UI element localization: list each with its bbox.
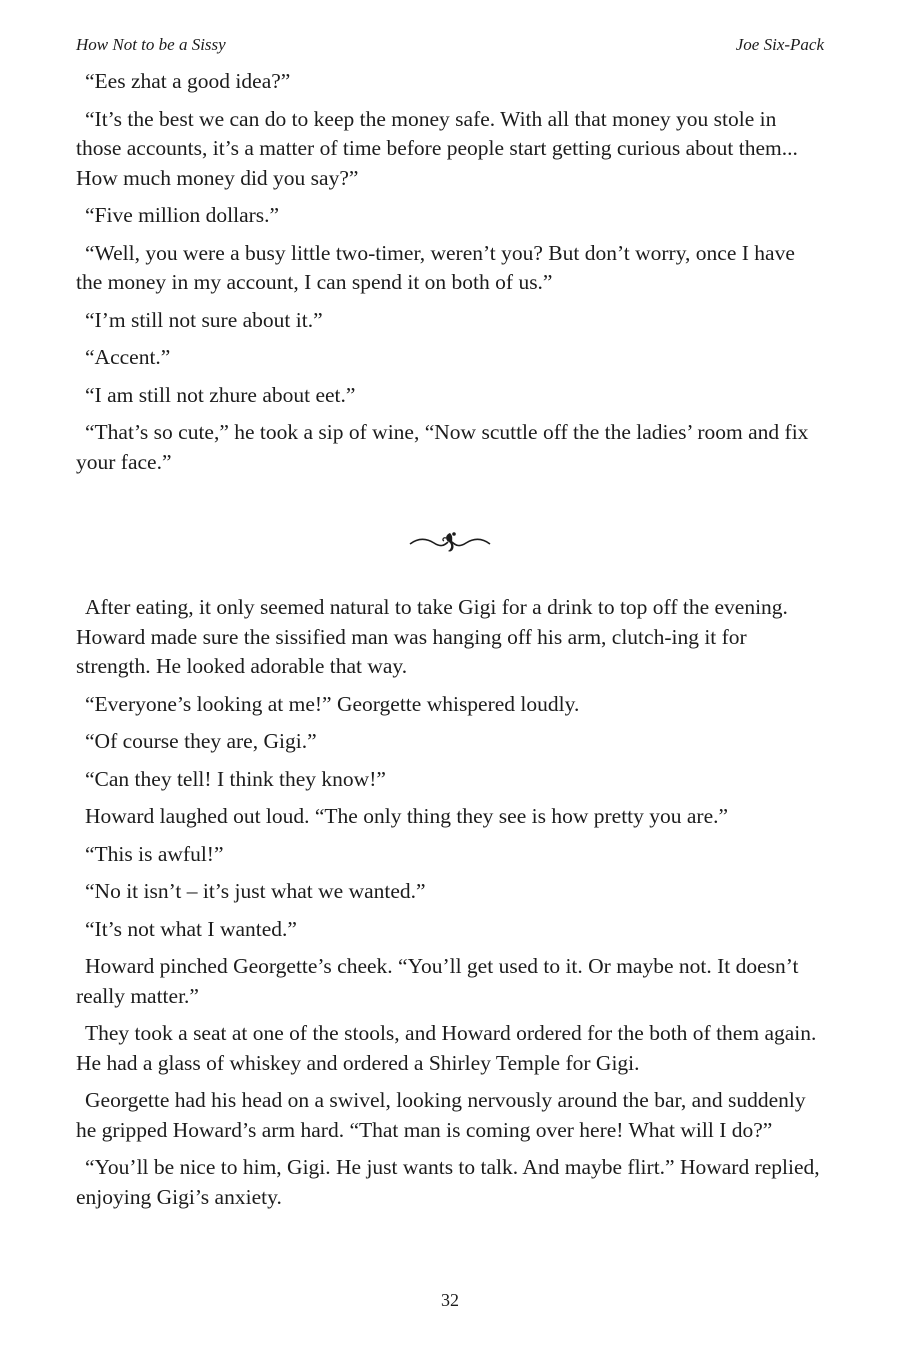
paragraph: “That’s so cute,” he took a sip of wine, “Now scuttle off the the ladies’ room and fix your face.” [76,420,809,474]
paragraph: “Well, you were a busy little two-timer, weren’t you? But don’t worry, once I have the money in my account, I can spend it on both of us.” [76,240,795,294]
book-title: How Not to be a Sissy [76,35,226,54]
paragraph: “It’s not what I wanted.” [85,916,297,941]
paragraph: “I am still not zhure about eet.” [85,382,356,407]
body-text [76,67,824,1220]
paragraph: Howard laughed out loud. “The only thing they see is how pretty you are.” [85,804,729,828]
paragraph: They took a seat at one of the stools, and Howard ordered for the both of them again. He had a glass of whiskey and ordered a Shirley Temple for Gigi. [76,1021,817,1075]
paragraph: Georgette had his head on a swivel, looking nervously around the bar, and suddenly he gripped Howard’s arm hard. “That man is coming over here! What will I do?” [76,1088,806,1142]
paragraph: “Ees zhat a good idea?” [85,69,291,93]
author-name: Joe Six-Pack [735,35,824,54]
paragraph: “Of course they are, Gigi.” [85,729,317,753]
paragraph: After eating, it only seemed natural to take Gigi for a drink to top off the evening. Howard made sure the sissified man was hanging off his arm, clutch-ing it for strength. He looked adorable that way. [76,595,788,678]
paragraph: “Five million dollars.” [85,203,280,227]
section-break [76,485,824,593]
paragraph: Howard pinched Georgette’s cheek. “You’ll get used to it. Or maybe not. It doesn’t really matter.” [76,954,799,1008]
paragraph: “It’s the best we can do to keep the money safe. With all that money you stole in those accounts, it’s a matter of time before people start getting curious about them... How much money did you say?” [76,106,798,190]
paragraph: “I’m still not sure about it.” [85,307,323,332]
page-number: 32 [441,1290,459,1310]
paragraph: “You’ll be nice to him, Gigi. He just wants to talk. And maybe flirt.” Howard replied, enjoying Gigi’s anxiety. [76,1155,820,1209]
fleuron-icon [408,529,492,557]
paragraph: “This is awful!” [85,841,224,866]
paragraph: “Accent.” [85,345,171,369]
paragraph: “Everyone’s looking at me!” Georgette whispered loudly. [85,691,580,716]
paragraph: “No it isn’t – it’s just what we wanted.” [85,879,426,903]
running-head [76,35,824,57]
paragraph: “Can they tell! I think they know!” [85,766,386,791]
